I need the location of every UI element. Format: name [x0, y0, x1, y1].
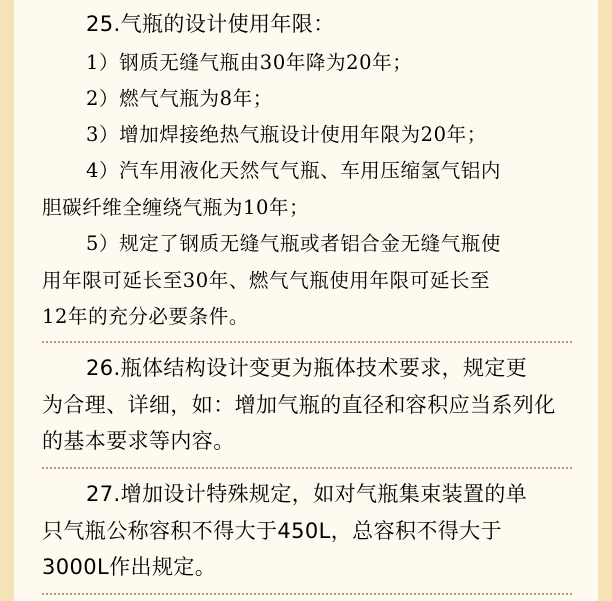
section-25-item-5-cont-1: 用年限可延长至30年、燃气气瓶使用年限可延长至: [42, 269, 491, 292]
section-26-line-2: 为合理、详细，如：增加气瓶的直径和容积应当系列化: [42, 393, 556, 417]
section-25-item-1: 1）钢质无缝气瓶由30年降为20年；: [86, 51, 413, 74]
section-25-item-3: 3）增加焊接绝热气瓶设计使用年限为20年；: [86, 123, 487, 146]
section-25-item-2: 2）燃气气瓶为8年；: [86, 87, 273, 110]
section-25-item-5-cont-2: 12年的充分必要条件。: [42, 305, 249, 328]
divider-3: [42, 593, 572, 595]
section-26-line-3: 的基本要求等内容。: [42, 429, 235, 453]
divider-1: [42, 341, 572, 343]
divider-2: [42, 467, 572, 469]
section-27-line-1: 27.增加设计特殊规定，如对气瓶集束装置的单: [86, 482, 528, 506]
section-25-item-4: 4）汽车用液化天然气气瓶、车用压缩氢气铝内: [86, 159, 502, 182]
section-26-line-1: 26.瓶体结构设计变更为瓶体技术要求，规定更: [86, 356, 528, 380]
section-25-heading: 25.气瓶的设计使用年限：: [86, 12, 335, 36]
section-27-line-2: 只气瓶公称容积不得大于450L，总容积不得大于: [42, 519, 502, 543]
section-27-line-3: 3000L作出规定。: [42, 555, 217, 579]
section-25-item-4-cont: 胆碳纤维全缠绕气瓶为10年；: [42, 196, 310, 219]
section-25-item-5: 5）规定了钢质无缝气瓶或者铝合金无缝气瓶使: [86, 232, 502, 255]
